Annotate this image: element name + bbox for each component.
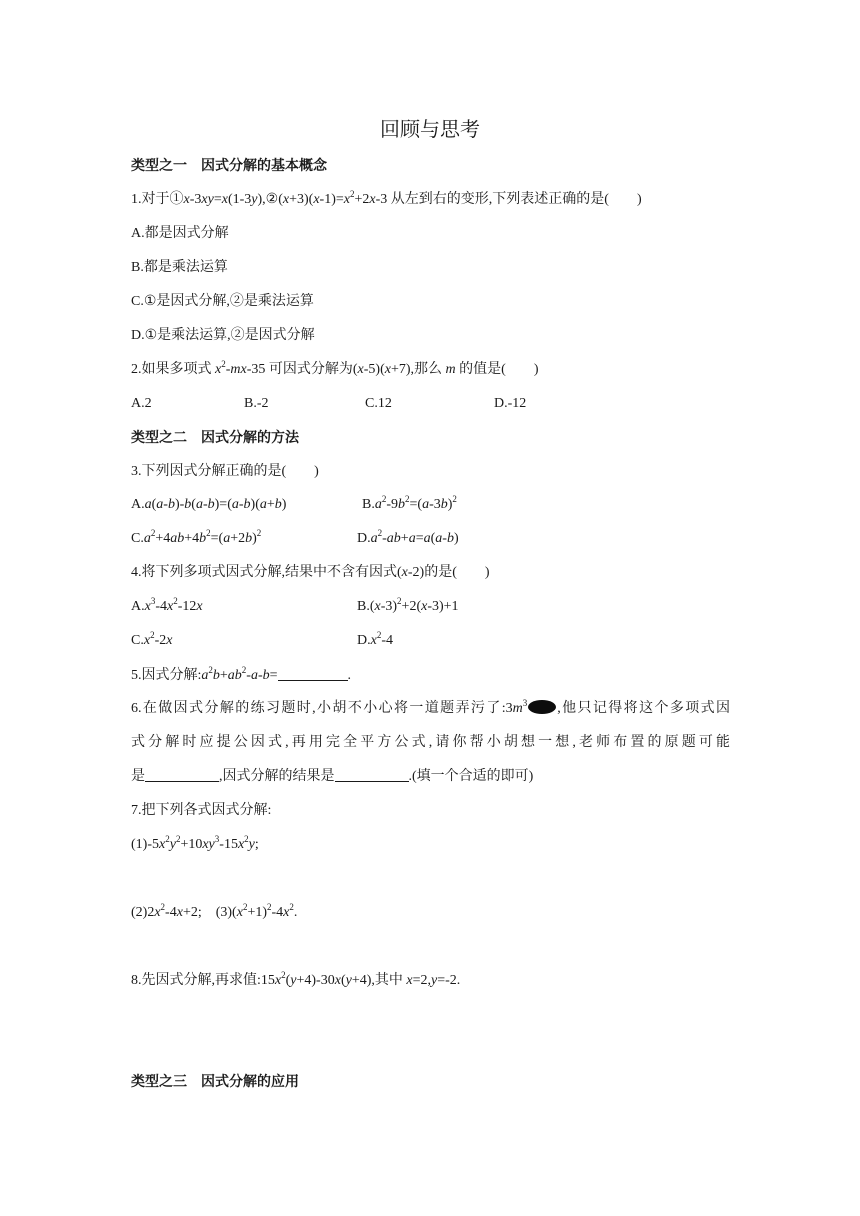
q4-option-c: $C.x^2-2x$ (131, 630, 173, 648)
section-heading-1: 类型之一 因式分解的基本概念 (131, 158, 327, 174)
q4-stem: 4.将下列多项式因式分解,结果中不含有因式(x-2)的是( ) (131, 565, 490, 580)
q6-line-2: 式分解时应提公因式,再用完全平方公式,请你帮小胡想一想,老师布置的原题可能 (131, 735, 730, 750)
q4-option-d: $D.x^2-4$ (357, 630, 394, 648)
q4-option-a: $A.x^3-4x^2-12x$ (131, 596, 203, 614)
q7-part-2-3: $(2)2x^2-4x+2$; $(3)(x^2+1)^2-4x^2$. (131, 902, 298, 920)
q1-option-d: D.①是乘法运算,②是因式分解 (131, 328, 315, 343)
q3-stem: 3.下列因式分解正确的是( ) (131, 464, 319, 479)
q3-option-b: $B.a^2-9b^2=(a-3b)^2$ (362, 494, 457, 512)
q3-option-c: $C.a^2+4ab+4b^2=(a+2b)^2$ (131, 528, 262, 546)
q5-stem: 5.因式分解$:a^2b+ab^2-a-b=$ . (131, 665, 352, 683)
q1-option-c: C.①是因式分解,②是乘法运算 (131, 294, 314, 309)
section-heading-2: 类型之二 因式分解的方法 (131, 430, 299, 446)
q3-option-d: $D.a^2-ab+a=a(a-b)$ (357, 528, 459, 546)
q4-option-b: $B.(x-3)^2+2(x-3)+1$ (357, 596, 459, 614)
q6-line-1: 6.在做因式分解的练习题时,小胡不小心将一道题弄污了$:3m^3$ ,他只记得将这个多项式因 (131, 698, 731, 716)
ink-smudge (528, 700, 556, 714)
q3-option-a: A.a(a-b)-b(a-b)=(a-b)(a+b) (131, 497, 287, 512)
q7-stem: 7.把下列各式因式分解: (131, 803, 272, 818)
q8-stem: 8.先因式分解,再求值$:15x^2(y+4)-30x(y+4)$,其中 x=2,y=-2. (131, 970, 461, 988)
q2-stem: 2.如果多项式 $x^2-mx-35$ 可因式分解为(x-5)(x+7),那么 m 的值是( ) (131, 359, 539, 377)
q2-option-a: A.2 (131, 396, 152, 411)
q2-option-d: D.-12 (494, 396, 527, 411)
q2-option-b: B.-2 (244, 396, 269, 411)
q1-option-a: A.都是因式分解 (131, 226, 229, 241)
q6-line-3: 是 ,因式分解的结果是 .(填一个合适的即可) (131, 769, 534, 784)
section-heading-3: 类型之三 因式分解的应用 (131, 1074, 299, 1090)
q2-option-c: C.12 (365, 396, 392, 411)
q1-option-b: B.都是乘法运算 (131, 260, 228, 275)
q1-stem: 1.对于$①x-3xy=x(1-3y),②(x+3)(x-1)=x^2+2x-3$ 从左到右的变形,下列表述正确的是( ) (131, 189, 642, 207)
page-title: 回顾与思考 (380, 117, 480, 141)
q7-part-1: $(1)-5x^2y^2+10xy^3-15x^2y$; (131, 834, 259, 852)
